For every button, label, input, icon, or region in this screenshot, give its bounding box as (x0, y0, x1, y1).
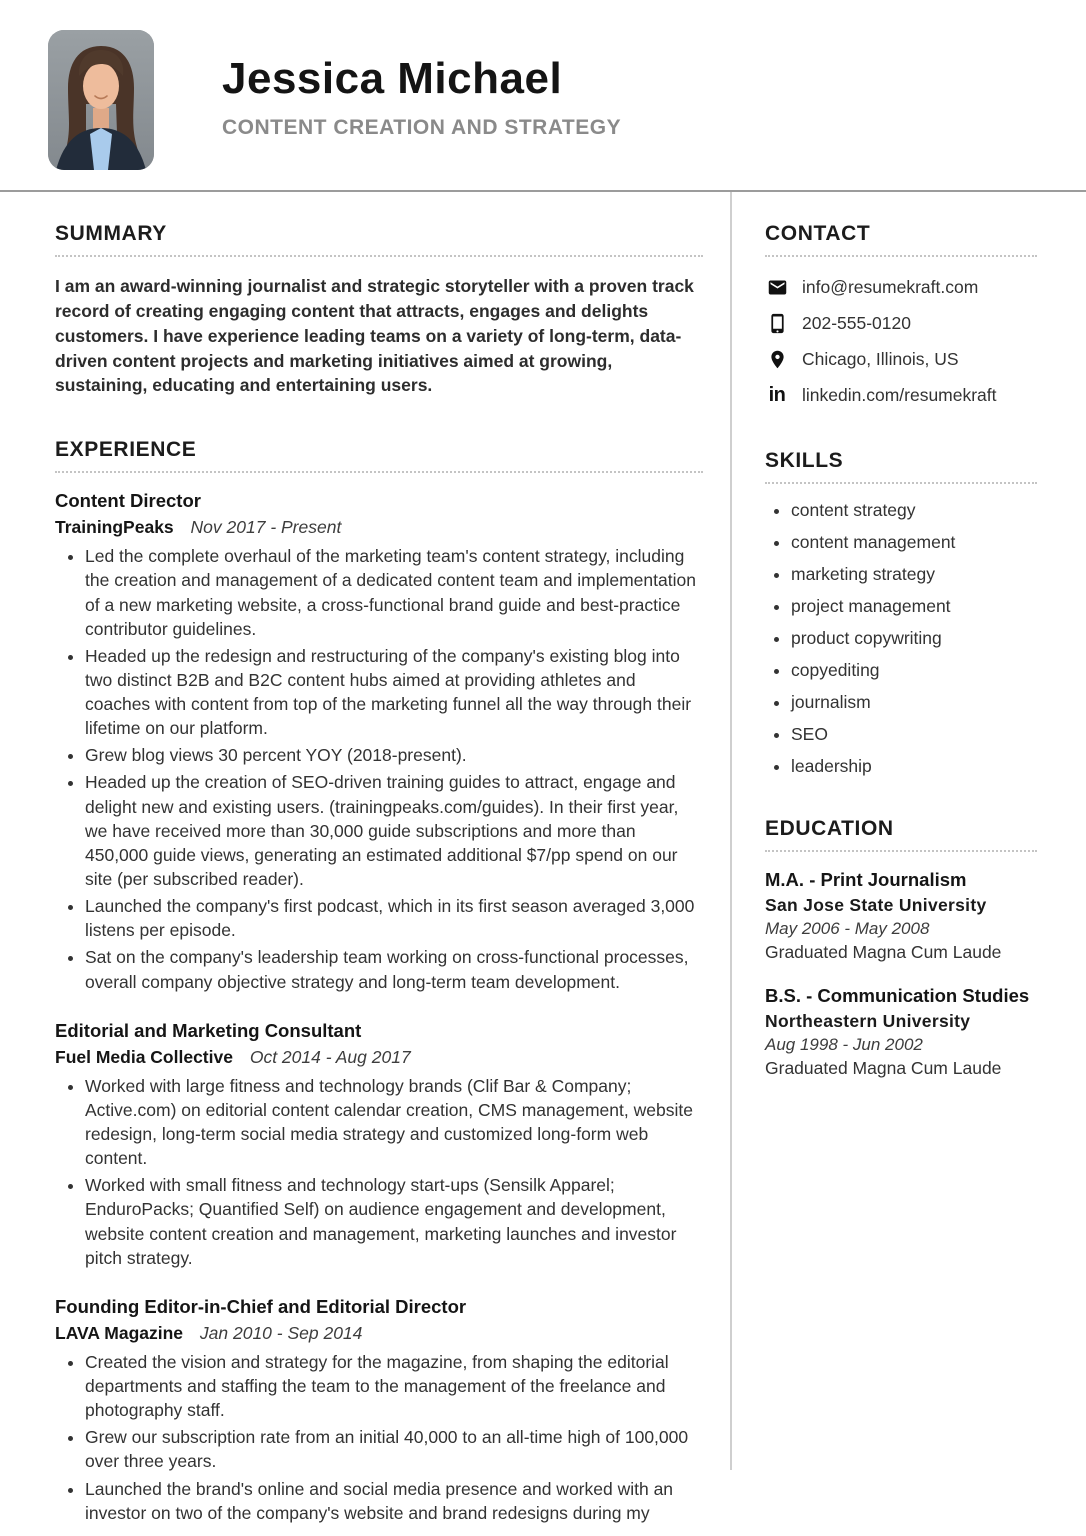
contact-item-location (765, 347, 1037, 371)
job-company: TrainingPeaks (55, 517, 174, 538)
contact-linkedin-value: linkedin.com/resumekraft (802, 384, 997, 405)
job-bullets (55, 1350, 703, 1525)
skill-item: • marketing strategy (791, 564, 1037, 585)
section-rule (55, 255, 703, 257)
job-entry (55, 1296, 703, 1525)
job-title: Editorial and Marketing Consultant (55, 1019, 362, 1041)
bullet-item: • Worked with large fitness and technology brands (Clif Bar & Company; Active.com) on editorial content calendar creation, CMS management, website redesign, long-term social media strategy and customized long-form web content. (85, 1074, 703, 1171)
education-dates: May 2006 - May 2008 (765, 919, 930, 938)
experience-section (55, 438, 703, 1525)
job-dates: Jan 2010 - Sep 2014 (199, 1322, 363, 1343)
location-icon (765, 347, 789, 371)
job-dates: Nov 2017 - Present (190, 517, 342, 538)
education-entry (765, 869, 1037, 963)
summary-text: I am an award-winning journalist and strategic storyteller with a proven track record of creating engaging content that attracts, engages and delights customers. I have experience leading teams on a variety of long-term, data-driven content projects and marketing initiatives aimed at growing, sustaining, educating and entertaining users. (55, 276, 694, 396)
education-heading: EDUCATION (765, 817, 894, 840)
education-note: Graduated Magna Cum Laude (765, 942, 1002, 962)
skill-item: • journalism (791, 692, 1037, 713)
job-meta (55, 517, 703, 538)
bullet-item: • Worked with small fitness and technology start-ups (Sensilk Apparel; EnduroPacks; Quantified Self) on audience engagement and development, website content creation and management, marketing launches and investor pitch strategy. (85, 1173, 703, 1270)
job-dates: Oct 2014 - Aug 2017 (249, 1046, 411, 1067)
skill-item: • project management (791, 596, 1037, 617)
contact-heading: CONTACT (765, 222, 871, 245)
candidate-title: CONTENT CREATION AND STRATEGY (222, 116, 622, 139)
job-company: Fuel Media Collective (55, 1046, 233, 1067)
skill-item: • copyediting (791, 660, 1037, 681)
job-meta (55, 1047, 703, 1068)
skill-item: • SEO (791, 724, 1037, 745)
skills-section (765, 449, 1037, 777)
bullet-item: • Headed up the redesign and restructuring of the company's existing blog into two distinct B2B and B2C content hubs aimed at providing athletes and coaches with content from top of the marketing funnel all the way through their lifetime on our platform. (85, 644, 703, 741)
bullet-item: • Headed up the creation of SEO-driven training guides to attract, engage and delight new and existing users. (trainingpeaks.com/guides). In their first year, we have received more than 30,000 guide subscriptions and more than 450,000 guide views, generating an estimated additional $7/pp spend on our site (per subscribed reader). (85, 770, 703, 891)
contact-item-linkedin (765, 383, 1037, 407)
section-rule (765, 255, 1037, 257)
education-note: Graduated Magna Cum Laude (765, 1058, 1002, 1078)
resume-header (48, 30, 621, 170)
profile-photo-illustration (48, 30, 154, 170)
main-column (55, 222, 703, 1528)
linkedin-icon: in (768, 383, 786, 406)
summary-heading: SUMMARY (55, 222, 167, 245)
phone-icon (765, 311, 789, 335)
education-school: Northeastern University (765, 1011, 971, 1031)
section-rule (765, 850, 1037, 852)
contact-email-value: info@resumekraft.com (802, 276, 979, 297)
header-divider (0, 190, 1086, 192)
column-divider (730, 192, 732, 1470)
job-bullets (55, 1074, 703, 1270)
bullet-item: • Sat on the company's leadership team working on cross-functional processes, overall company objective strategy and long-term team development. (85, 945, 703, 993)
section-rule (765, 482, 1037, 484)
header-text (222, 30, 621, 170)
contact-location-value: Chicago, Illinois, US (802, 348, 959, 369)
experience-heading: EXPERIENCE (55, 438, 197, 462)
job-title: Founding Editor-in-Chief and Editorial Director (55, 1295, 467, 1317)
skill-item: • content management (791, 532, 1037, 553)
education-degree: B.S. - Communication Studies (765, 985, 1030, 1006)
job-company: LAVA Magazine (55, 1322, 184, 1343)
contact-section (765, 222, 1037, 407)
skill-item: • product copywriting (791, 628, 1037, 649)
contact-list (765, 275, 1037, 407)
skill-list (765, 500, 1037, 777)
bullet-item: • Grew blog views 30 percent YOY (2018-present). (85, 743, 703, 767)
contact-item-phone (765, 311, 1037, 335)
skills-heading: SKILLS (765, 449, 844, 472)
education-school: San Jose State University (765, 895, 987, 915)
section-rule (55, 471, 703, 473)
bullet-item: • Launched the brand's online and social media presence and worked with an investor on two of the company's website and brand redesigns during my (85, 1477, 703, 1525)
job-entry (55, 1020, 703, 1270)
bullet-item: • Created the vision and strategy for the magazine, from shaping the editorial departments and staffing the team to the management of the freelance and photography staff. (85, 1350, 703, 1422)
contact-phone-value: 202-555-0120 (802, 312, 911, 333)
profile-photo (48, 30, 154, 170)
job-title: Content Director (55, 490, 201, 512)
education-dates: Aug 1998 - Jun 2002 (765, 1035, 923, 1054)
bullet-item: • Led the complete overhaul of the marketing team's content strategy, including the creation and management of a dedicated content team and implementation of a new marketing website, a cross-functional brand guide and best-practice contributor guidelines. (85, 544, 703, 641)
education-section (765, 817, 1037, 1079)
bullet-item: • Launched the company's first podcast, which in its first season averaged 3,000 listens per episode. (85, 894, 703, 942)
education-entry (765, 985, 1037, 1079)
job-meta (55, 1323, 703, 1344)
sidebar-column (765, 222, 1037, 1079)
skill-item: • content strategy (791, 500, 1037, 521)
candidate-name: Jessica Michael (222, 54, 563, 103)
email-icon (765, 275, 789, 299)
bullet-item: • Grew our subscription rate from an initial 40,000 to an all-time high of 100,000 over three years. (85, 1425, 703, 1473)
summary-section (55, 222, 703, 398)
contact-item-email (765, 275, 1037, 299)
skill-item: • leadership (791, 756, 1037, 777)
education-degree: M.A. - Print Journalism (765, 869, 967, 890)
job-entry (55, 490, 703, 994)
job-bullets (55, 544, 703, 994)
